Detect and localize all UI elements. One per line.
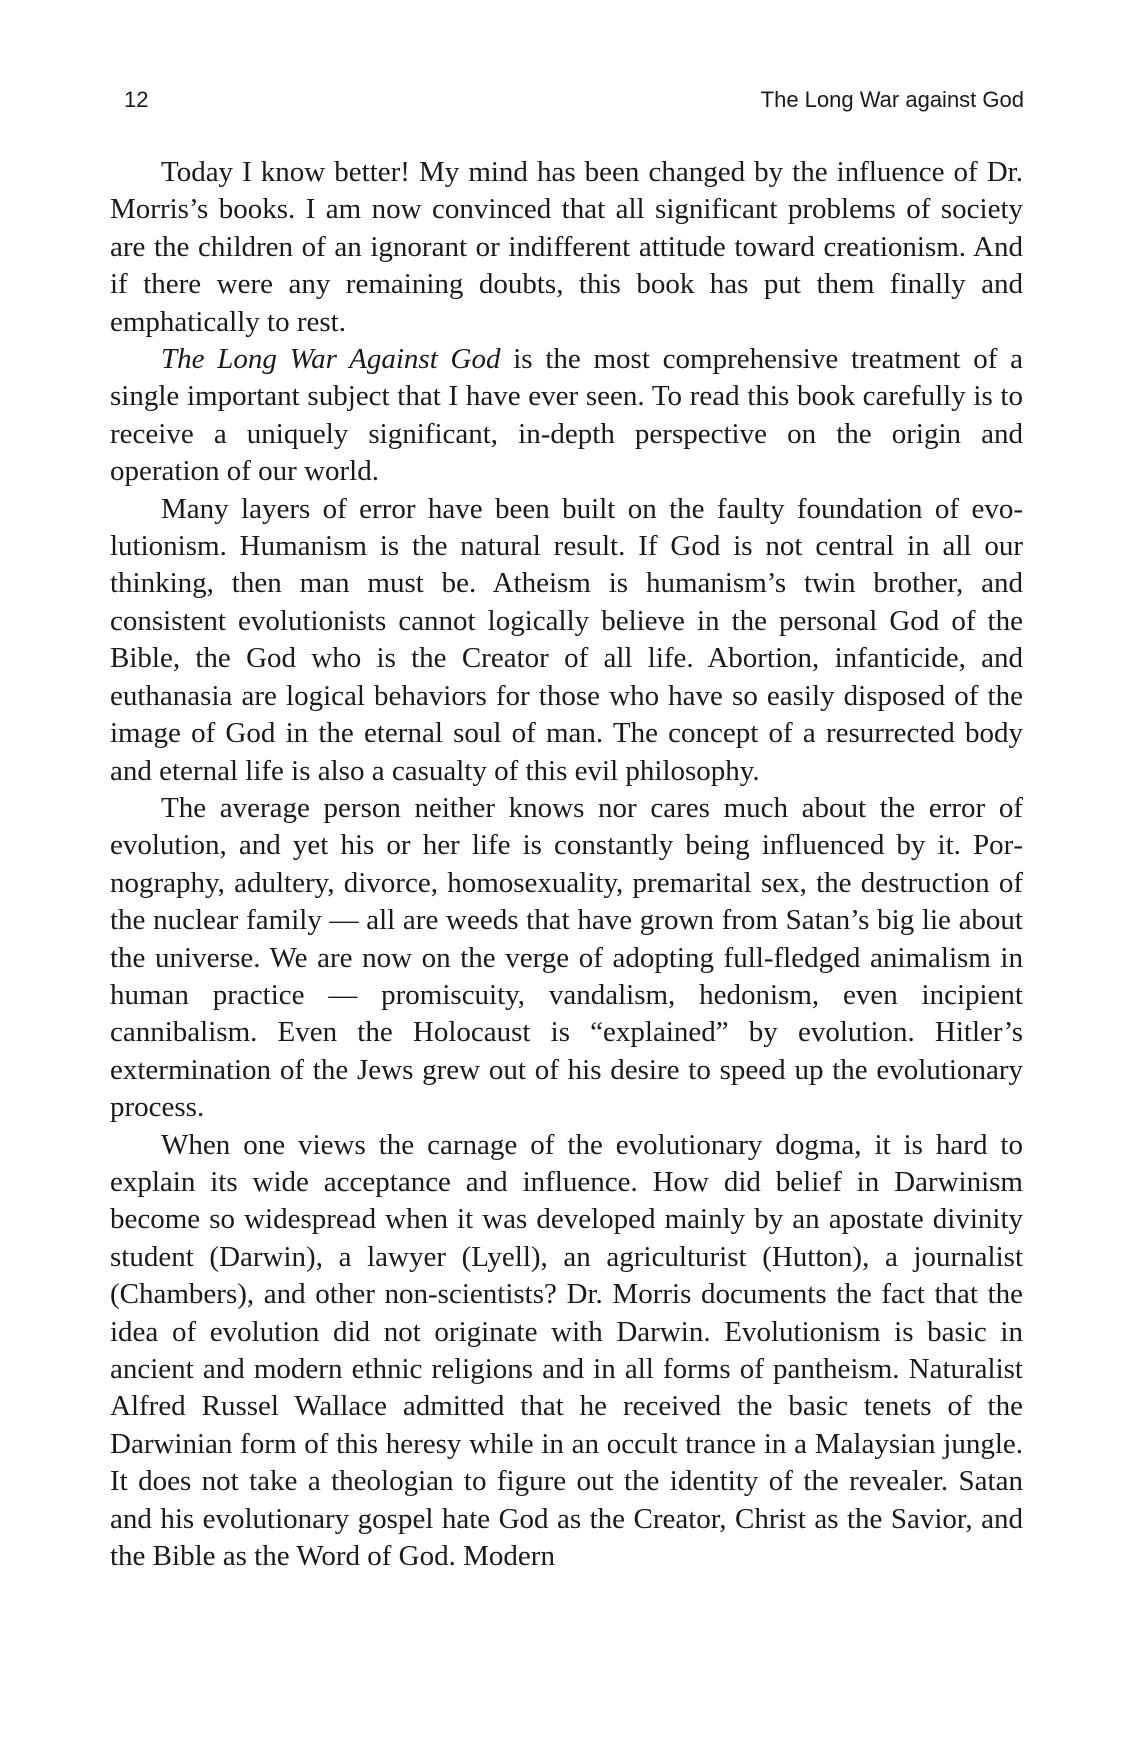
- paragraph: [110, 341, 1023, 491]
- paragraph-text: When one views the carnage of the evolutionary dogma, it is hard to explain its wide acceptance and influence. How did belief in Darwinism become so widespread when it was developed mainly by an apostate divinity student (Darwin), a lawyer (Lyell), an agriculturist (Hutton), a journalist (Chambers), and other non-scientists? Dr. Morris documents the fact that the idea of evolution did not originate with Darwin. Evolutionism is basic in ancient and modern ethnic religions and in all forms of pantheism. Naturalist Alfred Russel Wallace admitted that he received the basic tenets of the Darwinian form of this heresy while in an occult trance in a Malaysian jungle. It does not take a theologian to figure out the identity of the revealer. Satan and his evolutionary gospel hate God as the Creator, Christ as the Savior, and the Bible as the Word of God. Modern: [110, 1128, 1023, 1573]
- paragraph-text: Many layers of error have been built on the faulty foundation of evolutionism. Humanism is the natural result. If God is not central in all our thinking, then man must be. Atheism is humanism’s twin brother, and consistent evolutionists cannot logically believe in the personal God of the Bible, the God who is the Creator of all life. Abortion, infanticide, and euthanasia are logical behaviors for those who have so easily disposed of the image of God in the eternal soul of man. The concept of a resurrected body and eternal life is also a casualty of this evil philosophy.: [110, 492, 1023, 787]
- paragraph-text: Today I know better! My mind has been changed by the influence of Dr. Morris’s books. I am now convinced that all significant problems of society are the children of an ignorant or indifferent attitude toward creationism. And if there were any remaining doubts, this book has put them finally and emphatically to rest.: [110, 156, 1023, 338]
- paragraph-text: is the most comprehensive treatment of a single important subject that I have ever seen. To read this book carefully is to receive a uniquely significant, in-depth perspective on the origin and operation of our world.: [110, 343, 1023, 488]
- paragraph: [110, 1127, 1023, 1576]
- running-head: [124, 84, 1024, 116]
- paragraph-text: The average person neither knows nor cares much about the error of evolution, and yet his or her life is constantly being influenced by it. Pornography, adultery, divorce, homosexuality, premarital sex, the destruction of the nuclear family — all are weeds that have grown from Satan’s big lie about the universe. We are now on the verge of adopting full-fledged animalism in human practice — promiscuity, vandalism, hedonism, even incipient cannibalism. Even the Holocaust is “explained” by evolution. Hitler’s extermination of the Jews grew out of his desire to speed up the evolutionary process.: [110, 791, 1023, 1124]
- page-number: 12: [124, 87, 149, 112]
- body-text: [110, 154, 1023, 1575]
- book-title-italic: The Long War Against God: [161, 343, 501, 376]
- paragraph: [110, 154, 1023, 341]
- paragraph: [110, 790, 1023, 1127]
- running-head-title: The Long War against God: [760, 87, 1024, 112]
- paragraph: [110, 491, 1023, 790]
